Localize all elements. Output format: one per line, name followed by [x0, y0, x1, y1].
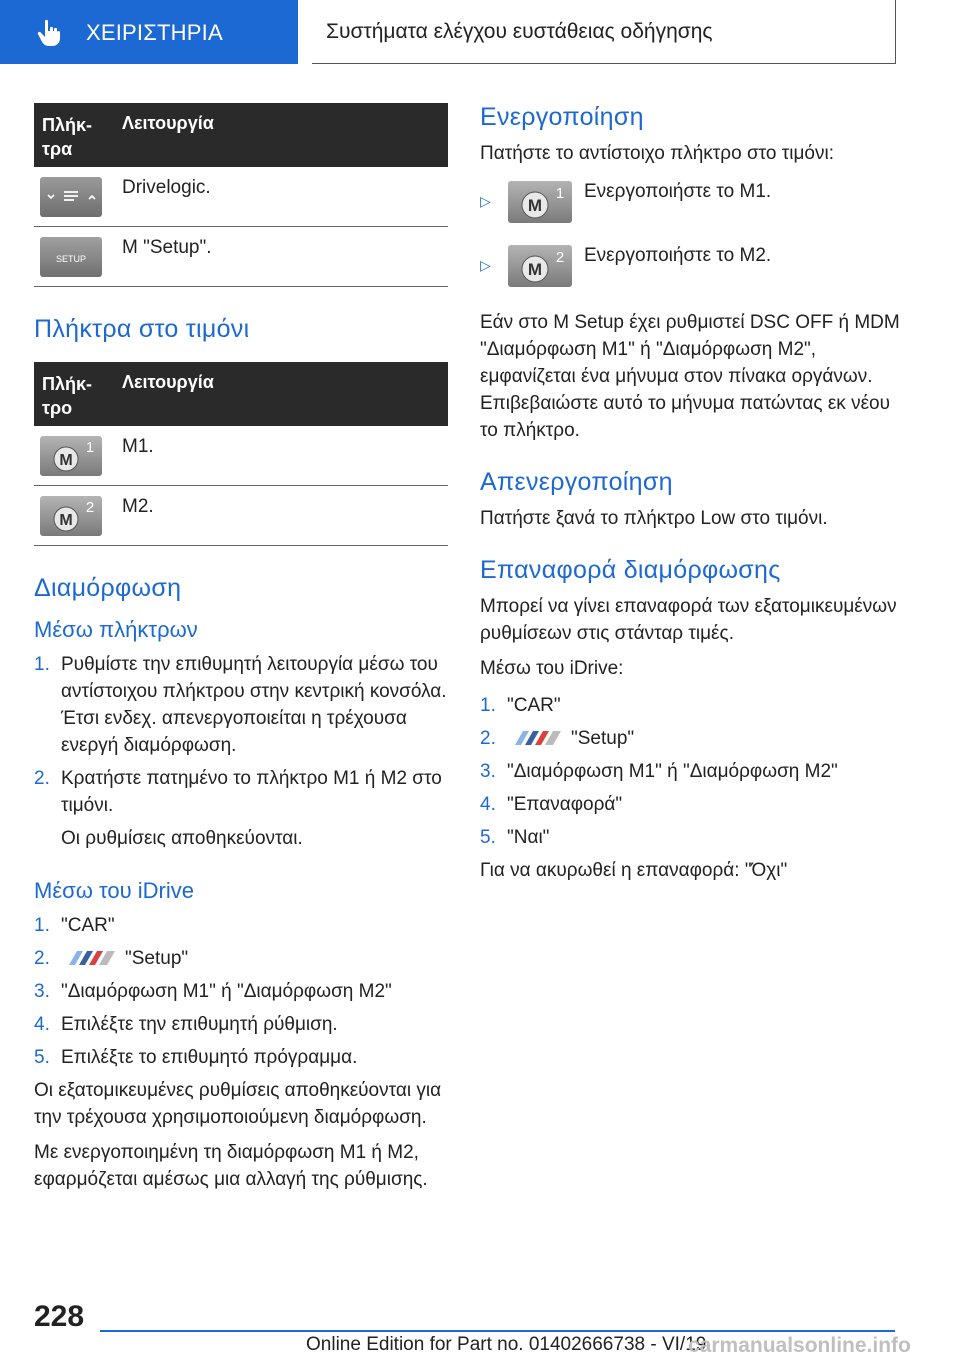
table-header — [34, 103, 448, 167]
steps-via-idrive — [34, 912, 448, 1071]
column-header-function: Λειτουργία — [122, 113, 214, 133]
m-logo-icon — [511, 731, 565, 745]
function-text: Drivelogic. — [122, 177, 211, 198]
chapter-tab[interactable] — [0, 0, 298, 64]
svg-text:M: M — [527, 260, 543, 279]
table-row — [34, 167, 448, 227]
list-item — [480, 243, 900, 303]
column-header-function: Λειτουργία — [122, 372, 214, 392]
svg-text:1: 1 — [555, 185, 565, 202]
list-item: 2. "Setup" — [34, 948, 189, 969]
list-item: 3. "Διαμόρφωση M1" ή "Διαμόρφωση M2" — [480, 761, 838, 782]
heading-deactivation: Απενεργοποίηση — [480, 468, 673, 496]
watermark[interactable]: carmanualsonline.info — [688, 1334, 911, 1357]
list-item: 1. Ρυθμίστε την επιθυμητή λειτουργία μέσω του αντίστοιχου πλήκτρου στην κεντρική κονσόλα. Έτσι ενδεχ. απενεργοποιείται η τρέχουσα ενεργή διαμόρφωση. — [34, 654, 447, 756]
setup-button-icon — [40, 237, 102, 277]
right-column — [480, 103, 900, 884]
list-item: 1. "CAR" — [34, 915, 115, 936]
list-item: 5. Επιλέξτε το επιθυμητό πρόγραμμα. — [34, 1047, 358, 1068]
deactivation-text: Πατήστε ξανά το πλήκτρο Low στο τιμόνι. — [480, 508, 828, 529]
function-text: M1. — [122, 436, 154, 457]
svg-text:M: M — [527, 196, 543, 215]
m1-button-icon — [508, 181, 572, 223]
table-row — [34, 426, 448, 486]
activation-intro: Πατήστε το αντίστοιχο πλήκτρο στο τιμόνι: — [480, 143, 834, 164]
svg-text:1: 1 — [85, 439, 95, 456]
list-item: 1. "CAR" — [480, 695, 561, 716]
svg-text:M: M — [59, 452, 73, 469]
reset-text: Μπορεί να γίνει επαναφορά των εξατομικευμένων ρυθμίσεων στις στάνταρ τιμές. — [480, 596, 897, 644]
left-column — [34, 103, 448, 1193]
paragraph: Οι εξατομικευμένες ρυθμίσεις αποθηκεύονται για την τρέχουσα χρησιμοποιούμενη διαμόρφωση. — [34, 1080, 442, 1128]
chapter-label: ΧΕΙΡΙΣΤΗΡΙΑ — [86, 20, 223, 45]
heading-via-idrive: Μέσω του iDrive — [34, 878, 194, 903]
heading-configuration: Διαμόρφωση — [34, 574, 182, 602]
footer-divider — [100, 1330, 895, 1332]
activation-text: Ενεργοποιήστε το M1. — [584, 181, 772, 202]
list-item: 3. "Διαμόρφωση M1" ή "Διαμόρφωση M2" — [34, 981, 392, 1002]
column-header-button: Πλήκ- τρο — [42, 374, 93, 418]
edition-text: Online Edition for Part no. 01402666738 - VI/19 — [306, 1334, 707, 1355]
svg-text:SETUP: SETUP — [55, 254, 87, 264]
steps-via-buttons — [34, 651, 448, 819]
list-item: 4. "Επαναφορά" — [480, 794, 623, 815]
m1-button-icon — [40, 436, 102, 476]
list-item: 4. Επιλέξτε την επιθυμητή ρύθμιση. — [34, 1014, 338, 1035]
heading-wheel-buttons: Πλήκτρα στο τιμόνι — [34, 315, 250, 343]
table-header — [34, 362, 448, 426]
triangle-bullet-icon: ▷ — [480, 257, 491, 273]
table-row — [34, 486, 448, 546]
m2-button-icon — [508, 245, 572, 287]
triangle-bullet-icon: ▷ — [480, 193, 491, 209]
heading-activation: Ενεργοποίηση — [480, 103, 644, 131]
activation-note: Εάν στο M Setup έχει ρυθμιστεί DSC OFF ή MDM "Διαμόρφωση M1" ή "Διαμόρφωση M2", εμφανίζεται ένα μήνυμα στον πίνακα οργάνων. Επιβεβαιώστε αυτό το μήνυμα πατώντας εκ νέου το πλήκτρο. — [480, 312, 900, 441]
table-row — [34, 227, 448, 287]
heading-reset: Επαναφορά διαμόρφωσης — [480, 556, 781, 584]
column-header-buttons: Πλήκ- τρα — [42, 115, 93, 159]
drivelogic-switch-icon — [40, 177, 102, 217]
function-text: M2. — [122, 496, 154, 517]
cancel-note: Για να ακυρωθεί η επαναφορά: "Όχι" — [480, 860, 788, 881]
svg-text:2: 2 — [555, 249, 565, 266]
svg-text:M: M — [59, 512, 73, 529]
list-item: 2. "Setup" — [480, 728, 635, 749]
section-header — [312, 0, 896, 64]
activation-text: Ενεργοποιήστε το M2. — [584, 245, 772, 266]
list-item: 5. "Ναι" — [480, 827, 550, 848]
function-text: M "Setup". — [122, 237, 212, 258]
steps-reset — [480, 692, 900, 851]
heading-via-buttons: Μέσω πλήκτρων — [34, 617, 198, 642]
list-item: 2. Κρατήστε πατημένο το πλήκτρο M1 ή M2 στο τιμόνι. — [34, 768, 442, 816]
list-item — [480, 179, 900, 239]
hand-pointer-icon — [34, 18, 64, 48]
paragraph: Με ενεργοποιημένη τη διαμόρφωση M1 ή M2, εφαρμόζεται αμέσως μια αλλαγή της ρύθμισης. — [34, 1142, 428, 1190]
svg-text:2: 2 — [85, 499, 95, 516]
reset-via: Μέσω του iDrive: — [480, 658, 624, 679]
page-number: 228 — [34, 1300, 85, 1333]
m-logo-icon — [65, 951, 119, 965]
m2-button-icon — [40, 496, 102, 536]
section-title: Συστήματα ελέγχου ευστάθειας οδήγησης — [326, 20, 713, 43]
saved-note: Οι ρυθμίσεις αποθηκεύονται. — [61, 828, 303, 849]
